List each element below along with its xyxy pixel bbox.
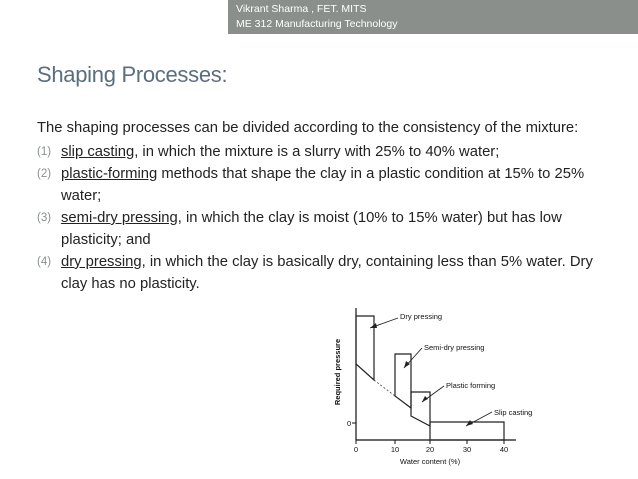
list-item [37, 207, 597, 251]
arrowhead-plastic [422, 396, 428, 402]
item-text: methods that shape the clay in a plastic condition at 15% to 25% water; [61, 166, 585, 204]
item-number: (3) [37, 212, 52, 224]
term-plastic-forming: plastic-forming [61, 166, 158, 182]
region-dry-pressing [356, 316, 374, 380]
item-number: (2) [37, 168, 52, 180]
x-tick-label: 20 [425, 445, 435, 454]
label-dry-pressing: Dry pressing [400, 312, 443, 321]
item-text: , in which the clay is moist (10% to 15% water) but has low plasticity; and [61, 210, 562, 248]
item-number: (4) [37, 256, 52, 268]
connector-line [374, 380, 395, 396]
x-tick-label: 0 [353, 445, 359, 454]
item-text: , in which the mixture is a slurry with 25% to 40% water; [134, 144, 500, 160]
term-slip-casting: slip casting [61, 144, 135, 160]
y-zero-label: 0 [347, 419, 352, 428]
y-axis-label: Required pressure [333, 338, 342, 406]
pressure-vs-water-figure [326, 300, 538, 472]
label-slip-casting: Slip casting [494, 408, 533, 417]
region-plastic-forming [411, 392, 430, 426]
intro-text: The shaping processes can be divided according to the consistency of the mixture: [37, 120, 579, 136]
x-tick-label: 30 [462, 445, 472, 454]
term-dry-pressing: dry pressing [61, 254, 142, 270]
label-plastic-forming: Plastic forming [446, 381, 496, 390]
list-item [37, 141, 597, 163]
arrowhead-slip [466, 420, 473, 426]
region-semi-dry-pressing [395, 354, 411, 408]
x-tick-label: 40 [499, 445, 509, 454]
item-number: (1) [37, 146, 52, 158]
header-course: ME 312 Manufacturing Technology [236, 18, 398, 30]
label-semi-dry-pressing: Semi-dry pressing [424, 343, 485, 352]
slide-title: Shaping Processes: [37, 62, 228, 87]
x-tick-label: 10 [390, 445, 400, 454]
list-item [37, 251, 597, 295]
x-axis-label: Water content (%) [399, 457, 461, 466]
item-text: , in which the clay is basically dry, containing less than 5% water. Dry clay has no plasticity. [61, 254, 593, 292]
slide-body [37, 117, 597, 295]
header-author: Vikrant Sharma , FET. MITS [236, 3, 367, 15]
header-text [236, 2, 398, 32]
list-item [37, 163, 597, 207]
term-semi-dry-pressing: semi-dry pressing [61, 210, 178, 226]
